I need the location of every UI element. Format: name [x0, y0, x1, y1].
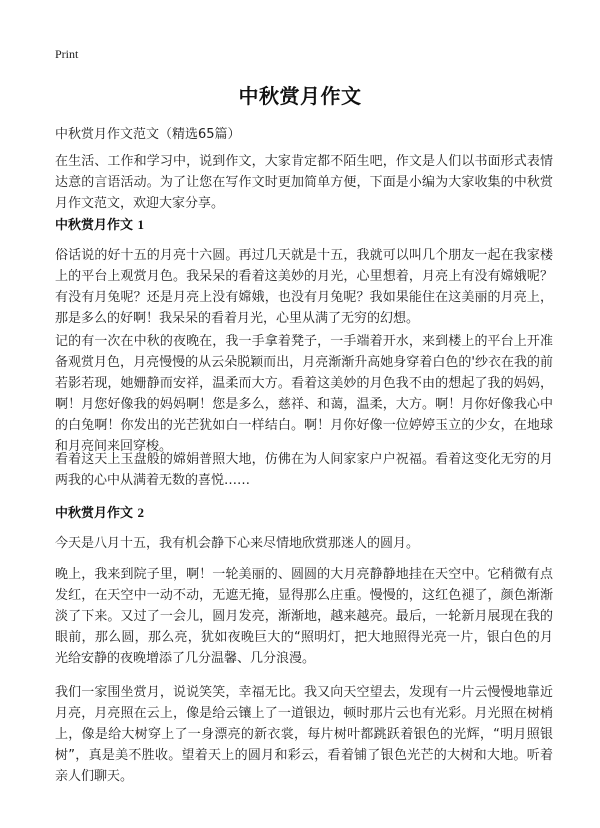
print-link[interactable]: Print	[55, 47, 79, 61]
section-2-paragraph-1: 今天是八月十五，我有机会静下心来尽情地欣赏那迷人的圆月。	[55, 536, 420, 551]
section-2-paragraph-3: 我们一家围坐赏月，说说笑笑，幸福无比。我又向天空望去，发现有一片云慢慢地靠近月亮，月亮照在云上，像是给云镶上了一道银边，顿时那片云也有光彩。月光照在树梢上，像是给大树穿上了一身漂亮的新衣裳，每片树叶都跳跃着银色的光辉，“明月照银树”，真是美不胜收。望着天上的圆月和彩云，看着铺了银色光芒的大树和大地。听着亲人们聊天。	[55, 685, 553, 784]
section-1-paragraph-1: 俗话说的好十五的月亮十六圆。再过几天就是十五，我就可以叫几个朋友一起在我家楼上的平台上观赏月色。我呆呆的看着这美妙的月光，心里想着，月亮上有没有嫦娥呢？有没有月兔呢？还是月亮上没有嫦娥，也没有月兔呢？我如果能住在这美丽的月亮上，那是多么的好啊！我呆呆的看着月光，心里从满了无穷的幻想。	[55, 248, 553, 326]
section-heading-number: 1	[137, 217, 145, 232]
section-1-paragraph-2: 记的有一次在中秋的夜晚在，我一手拿着凳子，一手端着开水，来到楼上的平台上开准备观赏月色，月亮慢慢的从云朵脱颖而出，月亮渐渐升高她身穿着白色的'纱衣在我的前若影若现，她姗静而安祥，温柔而大方。看着这美妙的月色我不由的想起了我的妈妈，啊！月您好像我的妈妈啊！您是多么，慈祥、和蔼，温柔，大方。啊！月你好像我心中的白兔啊！你发出的光芒犹如白一样结白。啊！月你好像一位婷婷玉立的少女，在地球和月亮间来回穿梭。	[55, 334, 553, 454]
section-heading-number: 2	[137, 505, 145, 520]
section-heading-text: 中秋赏月作文	[55, 506, 134, 521]
document-subtitle: 中秋赏月作文范文（精选65篇）	[55, 127, 241, 142]
section-2-paragraph-2: 晚上，我来到院子里，啊！一轮美丽的、圆圆的大月亮静静地挂在天空中。它稍微有点发红，在天空中一动不动，无遮无掩，显得那么庄重。慢慢的，这红色褪了，颜色渐渐淡了下来。又过了一会儿，圆月发亮，渐渐地，越来越亮。最后，一轮新月展现在我的眼前，那么圆，那么亮，犹如夜晚巨大的“照明灯，把大地照得光亮一片，银白色的月光给安静的夜晚增添了几分温馨、几分浪漫。	[55, 567, 553, 666]
page-title: 中秋赏月作文	[238, 84, 362, 108]
intro-paragraph: 在生活、工作和学习中，说到作文，大家肯定都不陌生吧，作文是人们以书面形式表情达意的言语活动。为了让您在写作文时更加简单方便，下面是小编为大家收集的中秋赏月作文范文，欢迎大家分享。	[55, 154, 553, 211]
section-heading-1	[55, 214, 144, 233]
section-heading-2	[55, 502, 144, 521]
section-1-paragraph-3: 看着这天上玉盘般的嫦娟普照大地，仿佛在为人间家家户户祝福。看着这变化无穷的月两我的心中从满着无数的喜悦……	[55, 452, 553, 488]
section-heading-text: 中秋赏月作文	[55, 218, 134, 233]
